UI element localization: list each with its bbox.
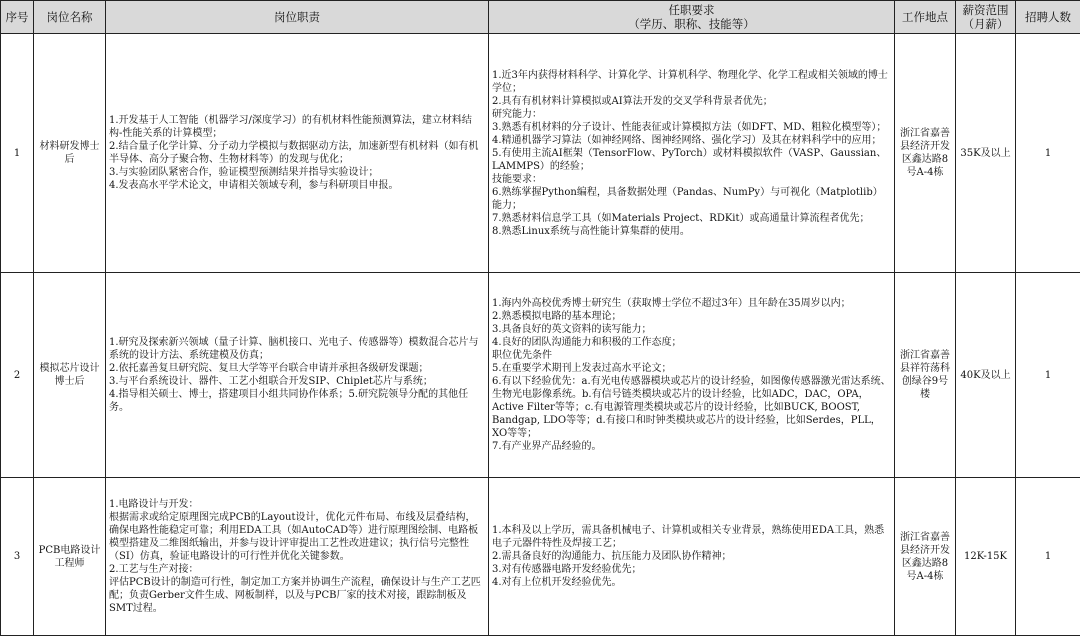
table-row xyxy=(1,273,1080,478)
row-count: 1 xyxy=(1016,34,1080,273)
row-duties: 1.电路设计与开发： 根据需求或给定原理图完成PCB的Layout设计，优化元件布局、布线及层叠结构，确保电路性能稳定可靠；利用EDA工具（如AutoCAD等）进行原理图绘制、电路板模型搭建及二维图纸输出，并参与设计评审提出工艺性改进建议；执行信号完整性（SI）仿真，验证电路设计的可行性并优化关键参数。 2.工艺与生产对接： 评估PCB设计的制造可行性，制定加工方案并协调生产流程，确保设计与生产工艺匹配；负责Gerber文件生成、网板制样，以及与PCB厂家的技术对接，跟踪制板及SMT过程。 xyxy=(106,478,489,636)
row-salary: 35K及以上 xyxy=(956,34,1016,273)
header-location: 工作地点 xyxy=(895,1,956,34)
header-position: 岗位名称 xyxy=(34,1,106,34)
row-seq: 2 xyxy=(1,273,34,478)
row-seq: 3 xyxy=(1,478,34,636)
row-location: 浙江省嘉善县祥符荡科创绿谷9号楼 xyxy=(895,273,956,478)
table-row xyxy=(1,478,1080,636)
header-row xyxy=(1,1,1080,34)
row-count: 1 xyxy=(1016,478,1080,636)
row-requirements: 1.海内外高校优秀博士研究生（获取博士学位不超过3年）且年龄在35周岁以内； 2.熟悉模拟电路的基本理论； 3.具备良好的英文资料的读写能力； 4.良好的团队沟通能力和积极的工作态度； 职位优先条件 5.在重要学术期刊上发表过高水平论文； 6.有以下经验优先：a.有光电传感器模块或芯片的设计经验，如图像传感器激光雷达系统、生物光电影像系统。b.有信号链类模块或芯片的设计经验，比如ADC，DAC，OPA，Active Filter等等；c.有电源管理类模块或芯片的设计经验，比如BUCK, BOOST, Bandgap, LDO等等；d.有接口和时钟类模块或芯片的设计经验，比如Serdes，PLL，XO等等； 7.有产业界产品经验的。 xyxy=(489,273,895,478)
row-position: 模拟芯片设计博士后 xyxy=(34,273,106,478)
header-salary: 薪资范围 （月薪） xyxy=(956,1,1016,34)
table-row xyxy=(1,34,1080,273)
row-requirements: 1.本科及以上学历，需具备机械电子、计算机或相关专业背景，熟练使用EDA工具，熟悉电子元器件特性及焊接工艺； 2.需具备良好的沟通能力、抗压能力及团队协作精神； 3.对有传感器电路开发经验优先； 4.对有上位机开发经验优先。 xyxy=(489,478,895,636)
header-count: 招聘人数 xyxy=(1016,1,1080,34)
row-salary: 40K及以上 xyxy=(956,273,1016,478)
row-location: 浙江省嘉善县经济开发区鑫达路8号A-4栋 xyxy=(895,34,956,273)
row-count: 1 xyxy=(1016,273,1080,478)
row-location: 浙江省嘉善县经济开发区鑫达路8号A-4栋 xyxy=(895,478,956,636)
row-seq: 1 xyxy=(1,34,34,273)
row-duties: 1.开发基于人工智能（机器学习/深度学习）的有机材料性能预测算法，建立材料结构-性能关系的计算模型； 2.结合量子化学计算、分子动力学模拟与数据驱动方法，加速新型有机材料（如有机半导体、高分子聚合物、生物材料等）的发现与优化； 3.与实验团队紧密合作，验证模型预测结果并指导实验设计； 4.发表高水平学术论文，申请相关领域专利，参与科研项目申报。 xyxy=(106,34,489,273)
row-position: 材料研发博士后 xyxy=(34,34,106,273)
row-position: PCB电路设计工程师 xyxy=(34,478,106,636)
row-duties: 1.研究及探索新兴领域（量子计算、脑机接口、光电子、传感器等）模数混合芯片与系统的设计方法、系统建模及仿真； 2.依托嘉善复旦研究院、复旦大学等平台联合申请并承担各级研发课题； 3.与平台系统设计、器件、工艺小组联合开发SIP、Chiplet芯片与系统； 4.指导相关硕士、博士，搭建项目小组共同协作体系；5.研究院领导分配的其他任务。 xyxy=(106,273,489,478)
header-requirements: 任职要求 （学历、职称、技能等） xyxy=(489,1,895,34)
row-salary: 12K-15K xyxy=(956,478,1016,636)
row-requirements: 1.近3年内获得材料科学、计算化学、计算机科学、物理化学、化学工程或相关领域的博士学位； 2.具有有机材料计算模拟或AI算法开发的交叉学科背景者优先； 研究能力： 3.熟悉有机材料的分子设计、性能表征或计算模拟方法（如DFT、MD、粗粒化模型等）； 4.精通机器学习算法（如神经网络、图神经网络、强化学习）及其在材料科学中的应用； 5.有使用主流AI框架（TensorFlow、PyTorch）或材料模拟软件（VASP、Gaussian、LAMMPS）的经验； 技能要求： 6.熟练掌握Python编程，具备数据处理（Pandas、NumPy）与可视化（Matplotlib）能力； 7.熟悉材料信息学工具（如Materials Project、RDKit）或高通量计算流程者优先； 8.熟悉Linux系统与高性能计算集群的使用。 xyxy=(489,34,895,273)
header-seq: 序号 xyxy=(1,1,34,34)
header-duties: 岗位职责 xyxy=(106,1,489,34)
